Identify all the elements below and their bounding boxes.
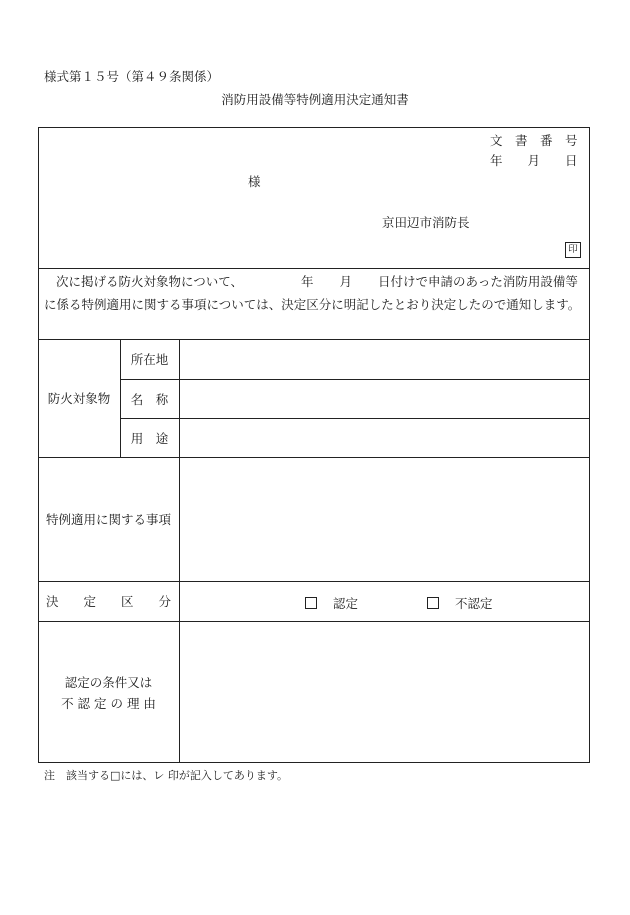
conditions-field[interactable]: [180, 622, 589, 762]
intro-text: [44, 270, 589, 316]
intro-part2: 日付けで申請のあった消防用設備等に係る特例適用に関する事項については、決定区分に明記したとおり決定したので通知します。: [44, 274, 581, 312]
reject-option[interactable]: [427, 594, 493, 612]
intro-part1: 次に掲げる防火対象物について、: [56, 274, 244, 289]
use-field[interactable]: [180, 419, 589, 457]
approve-option[interactable]: [305, 594, 358, 612]
decision-label: 決 定 区 分: [45, 594, 171, 609]
location-field[interactable]: [180, 340, 589, 379]
approve-label: 認定: [332, 596, 358, 611]
conditions-label-line2: 不 認 定 の 理 由: [61, 696, 156, 711]
date-label: 年 月 日: [490, 153, 578, 168]
reject-label: 不認定: [454, 596, 493, 611]
property-group-label: 防火対象物: [47, 391, 111, 406]
name-label: 名 称: [130, 391, 169, 407]
form-code: 様式第１５号（第４９条関係）: [44, 69, 220, 84]
location-label: 所在地: [130, 352, 169, 367]
reject-checkbox[interactable]: [427, 597, 439, 609]
exception-field[interactable]: [180, 458, 589, 581]
exception-label: 特例適用に関する事項: [45, 512, 171, 527]
name-field[interactable]: [180, 380, 589, 418]
seal-mark: 印: [565, 242, 581, 258]
approve-checkbox[interactable]: [305, 597, 317, 609]
conditions-label-line1: 認定の条件又は: [64, 675, 153, 690]
intro-month: 月: [339, 274, 353, 289]
intro-year: 年: [301, 274, 314, 289]
footnote: 注 該当する□には、レ 印が記入してあります。: [44, 769, 289, 782]
issuer-name: 京田辺市消防長: [382, 215, 470, 230]
addressee-suffix: 様: [248, 174, 261, 189]
document-number-label: 文 書 番 号: [490, 133, 578, 148]
document-title: 消防用設備等特例適用決定通知書: [221, 92, 409, 107]
use-label: 用 途: [130, 430, 169, 446]
